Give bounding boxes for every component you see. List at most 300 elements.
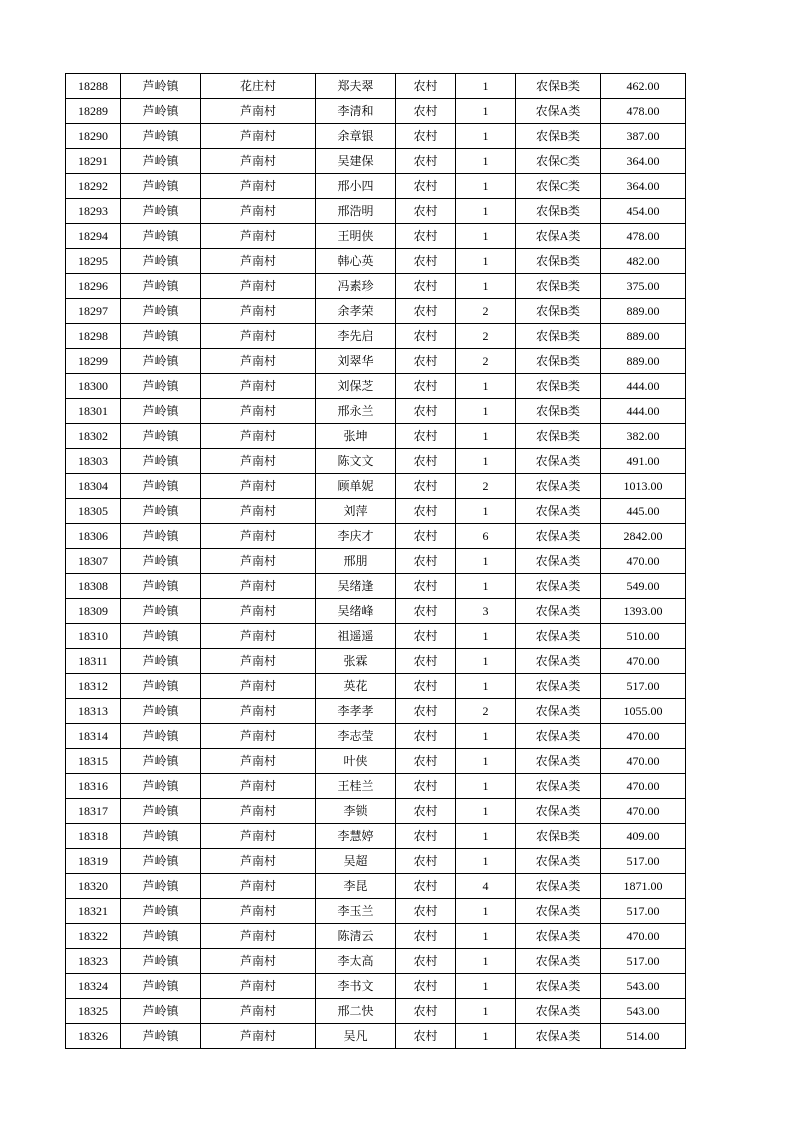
table-row <box>66 699 686 724</box>
cell-amount: 1013.00 <box>601 474 686 499</box>
cell-town: 芦岭镇 <box>121 399 201 424</box>
cell-count: 1 <box>456 849 516 874</box>
cell-village: 芦南村 <box>201 724 316 749</box>
cell-category: 农保A类 <box>516 874 601 899</box>
cell-residence: 农村 <box>396 299 456 324</box>
cell-name: 吴绪逢 <box>316 574 396 599</box>
cell-village: 芦南村 <box>201 374 316 399</box>
cell-village: 芦南村 <box>201 799 316 824</box>
cell-town: 芦岭镇 <box>121 824 201 849</box>
cell-town: 芦岭镇 <box>121 899 201 924</box>
cell-name: 李太高 <box>316 949 396 974</box>
cell-name: 邢浩明 <box>316 199 396 224</box>
cell-amount: 543.00 <box>601 974 686 999</box>
cell-town: 芦岭镇 <box>121 774 201 799</box>
cell-amount: 364.00 <box>601 149 686 174</box>
cell-id: 18307 <box>66 549 121 574</box>
cell-town: 芦岭镇 <box>121 224 201 249</box>
cell-category: 农保B类 <box>516 324 601 349</box>
cell-id: 18319 <box>66 849 121 874</box>
cell-name: 李志莹 <box>316 724 396 749</box>
cell-id: 18309 <box>66 599 121 624</box>
cell-count: 2 <box>456 699 516 724</box>
table-row <box>66 449 686 474</box>
cell-name: 吴凡 <box>316 1024 396 1049</box>
cell-count: 1 <box>456 824 516 849</box>
cell-amount: 517.00 <box>601 674 686 699</box>
cell-id: 18288 <box>66 74 121 99</box>
cell-id: 18299 <box>66 349 121 374</box>
cell-village: 芦南村 <box>201 499 316 524</box>
cell-village: 芦南村 <box>201 749 316 774</box>
cell-amount: 889.00 <box>601 349 686 374</box>
cell-amount: 549.00 <box>601 574 686 599</box>
cell-count: 1 <box>456 899 516 924</box>
cell-town: 芦岭镇 <box>121 699 201 724</box>
cell-id: 18306 <box>66 524 121 549</box>
cell-name: 余孝荣 <box>316 299 396 324</box>
table-row <box>66 324 686 349</box>
cell-residence: 农村 <box>396 174 456 199</box>
cell-id: 18313 <box>66 699 121 724</box>
table-row <box>66 1024 686 1049</box>
cell-town: 芦岭镇 <box>121 549 201 574</box>
cell-name: 邢小四 <box>316 174 396 199</box>
cell-town: 芦岭镇 <box>121 449 201 474</box>
cell-town: 芦岭镇 <box>121 724 201 749</box>
cell-village: 芦南村 <box>201 199 316 224</box>
table-row <box>66 724 686 749</box>
cell-count: 1 <box>456 249 516 274</box>
cell-amount: 889.00 <box>601 324 686 349</box>
cell-category: 农保C类 <box>516 174 601 199</box>
cell-count: 3 <box>456 599 516 624</box>
cell-residence: 农村 <box>396 199 456 224</box>
cell-village: 芦南村 <box>201 574 316 599</box>
cell-count: 1 <box>456 424 516 449</box>
cell-id: 18315 <box>66 749 121 774</box>
cell-category: 农保B类 <box>516 424 601 449</box>
cell-category: 农保C类 <box>516 149 601 174</box>
cell-name: 陈清云 <box>316 924 396 949</box>
cell-town: 芦岭镇 <box>121 624 201 649</box>
cell-village: 芦南村 <box>201 324 316 349</box>
cell-name: 吴超 <box>316 849 396 874</box>
cell-amount: 2842.00 <box>601 524 686 549</box>
cell-amount: 514.00 <box>601 1024 686 1049</box>
cell-name: 吴建保 <box>316 149 396 174</box>
cell-town: 芦岭镇 <box>121 524 201 549</box>
cell-id: 18305 <box>66 499 121 524</box>
cell-amount: 1393.00 <box>601 599 686 624</box>
cell-amount: 470.00 <box>601 649 686 674</box>
cell-id: 18323 <box>66 949 121 974</box>
cell-town: 芦岭镇 <box>121 424 201 449</box>
cell-id: 18312 <box>66 674 121 699</box>
cell-category: 农保A类 <box>516 774 601 799</box>
table-row <box>66 224 686 249</box>
cell-category: 农保B类 <box>516 74 601 99</box>
cell-village: 芦南村 <box>201 999 316 1024</box>
cell-village: 花庄村 <box>201 74 316 99</box>
cell-id: 18296 <box>66 274 121 299</box>
cell-town: 芦岭镇 <box>121 749 201 774</box>
cell-name: 余章银 <box>316 124 396 149</box>
table-row <box>66 74 686 99</box>
cell-id: 18311 <box>66 649 121 674</box>
cell-count: 4 <box>456 874 516 899</box>
cell-category: 农保A类 <box>516 749 601 774</box>
table-row <box>66 899 686 924</box>
cell-category: 农保A类 <box>516 549 601 574</box>
cell-village: 芦南村 <box>201 699 316 724</box>
cell-id: 18297 <box>66 299 121 324</box>
cell-count: 2 <box>456 299 516 324</box>
table-row <box>66 774 686 799</box>
cell-name: 刘保芝 <box>316 374 396 399</box>
cell-residence: 农村 <box>396 874 456 899</box>
cell-id: 18300 <box>66 374 121 399</box>
cell-count: 2 <box>456 474 516 499</box>
cell-town: 芦岭镇 <box>121 124 201 149</box>
cell-id: 18301 <box>66 399 121 424</box>
cell-residence: 农村 <box>396 924 456 949</box>
cell-amount: 375.00 <box>601 274 686 299</box>
cell-count: 1 <box>456 124 516 149</box>
cell-name: 王桂兰 <box>316 774 396 799</box>
cell-category: 农保A类 <box>516 524 601 549</box>
table-row <box>66 149 686 174</box>
cell-id: 18310 <box>66 624 121 649</box>
cell-count: 1 <box>456 649 516 674</box>
cell-id: 18293 <box>66 199 121 224</box>
cell-category: 农保A类 <box>516 649 601 674</box>
table-row <box>66 799 686 824</box>
cell-residence: 农村 <box>396 799 456 824</box>
cell-residence: 农村 <box>396 624 456 649</box>
cell-amount: 409.00 <box>601 824 686 849</box>
cell-name: 顾单妮 <box>316 474 396 499</box>
cell-name: 李锁 <box>316 799 396 824</box>
cell-category: 农保B类 <box>516 824 601 849</box>
cell-category: 农保B类 <box>516 124 601 149</box>
cell-village: 芦南村 <box>201 974 316 999</box>
cell-id: 18308 <box>66 574 121 599</box>
cell-town: 芦岭镇 <box>121 99 201 124</box>
cell-category: 农保A类 <box>516 624 601 649</box>
cell-name: 张霖 <box>316 649 396 674</box>
cell-id: 18292 <box>66 174 121 199</box>
cell-id: 18303 <box>66 449 121 474</box>
cell-town: 芦岭镇 <box>121 949 201 974</box>
cell-name: 邢二快 <box>316 999 396 1024</box>
cell-count: 1 <box>456 149 516 174</box>
cell-count: 1 <box>456 399 516 424</box>
table-row <box>66 874 686 899</box>
cell-amount: 444.00 <box>601 399 686 424</box>
cell-name: 李庆才 <box>316 524 396 549</box>
table-row <box>66 549 686 574</box>
cell-residence: 农村 <box>396 449 456 474</box>
cell-amount: 478.00 <box>601 224 686 249</box>
cell-amount: 364.00 <box>601 174 686 199</box>
cell-town: 芦岭镇 <box>121 249 201 274</box>
table-row <box>66 599 686 624</box>
cell-name: 郑夫翠 <box>316 74 396 99</box>
cell-amount: 470.00 <box>601 924 686 949</box>
table-row <box>66 499 686 524</box>
cell-residence: 农村 <box>396 99 456 124</box>
cell-village: 芦南村 <box>201 174 316 199</box>
cell-village: 芦南村 <box>201 924 316 949</box>
cell-residence: 农村 <box>396 349 456 374</box>
cell-residence: 农村 <box>396 824 456 849</box>
cell-amount: 470.00 <box>601 549 686 574</box>
cell-residence: 农村 <box>396 224 456 249</box>
cell-amount: 482.00 <box>601 249 686 274</box>
cell-count: 1 <box>456 174 516 199</box>
cell-category: 农保A类 <box>516 674 601 699</box>
table-row <box>66 849 686 874</box>
cell-village: 芦南村 <box>201 949 316 974</box>
cell-name: 邢永兰 <box>316 399 396 424</box>
cell-town: 芦岭镇 <box>121 649 201 674</box>
cell-id: 18317 <box>66 799 121 824</box>
cell-id: 18325 <box>66 999 121 1024</box>
cell-village: 芦南村 <box>201 524 316 549</box>
table-row <box>66 99 686 124</box>
cell-town: 芦岭镇 <box>121 1024 201 1049</box>
cell-name: 陈文文 <box>316 449 396 474</box>
cell-residence: 农村 <box>396 474 456 499</box>
cell-residence: 农村 <box>396 374 456 399</box>
cell-town: 芦岭镇 <box>121 499 201 524</box>
cell-id: 18321 <box>66 899 121 924</box>
cell-town: 芦岭镇 <box>121 999 201 1024</box>
cell-village: 芦南村 <box>201 624 316 649</box>
cell-name: 刘萍 <box>316 499 396 524</box>
cell-name: 李先启 <box>316 324 396 349</box>
cell-town: 芦岭镇 <box>121 374 201 399</box>
cell-category: 农保A类 <box>516 949 601 974</box>
cell-amount: 470.00 <box>601 774 686 799</box>
cell-id: 18291 <box>66 149 121 174</box>
cell-id: 18302 <box>66 424 121 449</box>
cell-town: 芦岭镇 <box>121 974 201 999</box>
cell-count: 6 <box>456 524 516 549</box>
cell-village: 芦南村 <box>201 774 316 799</box>
cell-village: 芦南村 <box>201 674 316 699</box>
cell-amount: 491.00 <box>601 449 686 474</box>
cell-residence: 农村 <box>396 574 456 599</box>
cell-name: 李清和 <box>316 99 396 124</box>
cell-count: 1 <box>456 949 516 974</box>
table-row <box>66 424 686 449</box>
cell-category: 农保A类 <box>516 474 601 499</box>
cell-residence: 农村 <box>396 249 456 274</box>
cell-amount: 889.00 <box>601 299 686 324</box>
cell-amount: 462.00 <box>601 74 686 99</box>
cell-count: 1 <box>456 624 516 649</box>
table-row <box>66 299 686 324</box>
cell-village: 芦南村 <box>201 474 316 499</box>
cell-amount: 517.00 <box>601 949 686 974</box>
cell-id: 18289 <box>66 99 121 124</box>
cell-id: 18320 <box>66 874 121 899</box>
cell-category: 农保A类 <box>516 449 601 474</box>
cell-town: 芦岭镇 <box>121 874 201 899</box>
table-row <box>66 949 686 974</box>
cell-residence: 农村 <box>396 324 456 349</box>
cell-residence: 农村 <box>396 699 456 724</box>
cell-id: 18298 <box>66 324 121 349</box>
cell-category: 农保A类 <box>516 1024 601 1049</box>
table-row <box>66 999 686 1024</box>
cell-name: 李书文 <box>316 974 396 999</box>
cell-count: 1 <box>456 499 516 524</box>
cell-town: 芦岭镇 <box>121 274 201 299</box>
cell-category: 农保A类 <box>516 899 601 924</box>
table-row <box>66 824 686 849</box>
cell-id: 18314 <box>66 724 121 749</box>
cell-amount: 510.00 <box>601 624 686 649</box>
cell-id: 18316 <box>66 774 121 799</box>
cell-amount: 454.00 <box>601 199 686 224</box>
table-row <box>66 399 686 424</box>
benefits-table <box>65 73 686 1049</box>
cell-residence: 农村 <box>396 399 456 424</box>
cell-name: 李玉兰 <box>316 899 396 924</box>
cell-name: 李昆 <box>316 874 396 899</box>
cell-count: 1 <box>456 574 516 599</box>
cell-name: 刘翠华 <box>316 349 396 374</box>
cell-category: 农保B类 <box>516 349 601 374</box>
cell-amount: 543.00 <box>601 999 686 1024</box>
table-row <box>66 249 686 274</box>
cell-village: 芦南村 <box>201 99 316 124</box>
cell-town: 芦岭镇 <box>121 924 201 949</box>
cell-count: 1 <box>456 999 516 1024</box>
table-row <box>66 674 686 699</box>
cell-count: 2 <box>456 324 516 349</box>
cell-village: 芦南村 <box>201 399 316 424</box>
cell-town: 芦岭镇 <box>121 349 201 374</box>
cell-id: 18324 <box>66 974 121 999</box>
cell-id: 18326 <box>66 1024 121 1049</box>
cell-count: 1 <box>456 549 516 574</box>
cell-village: 芦南村 <box>201 824 316 849</box>
cell-count: 1 <box>456 74 516 99</box>
cell-village: 芦南村 <box>201 149 316 174</box>
cell-id: 18322 <box>66 924 121 949</box>
cell-category: 农保A类 <box>516 99 601 124</box>
cell-residence: 农村 <box>396 899 456 924</box>
cell-id: 18318 <box>66 824 121 849</box>
cell-count: 1 <box>456 774 516 799</box>
cell-amount: 1871.00 <box>601 874 686 899</box>
cell-category: 农保B类 <box>516 274 601 299</box>
cell-residence: 农村 <box>396 724 456 749</box>
cell-amount: 387.00 <box>601 124 686 149</box>
cell-amount: 470.00 <box>601 799 686 824</box>
cell-residence: 农村 <box>396 949 456 974</box>
cell-village: 芦南村 <box>201 849 316 874</box>
cell-residence: 农村 <box>396 499 456 524</box>
table-row <box>66 624 686 649</box>
cell-amount: 444.00 <box>601 374 686 399</box>
cell-amount: 445.00 <box>601 499 686 524</box>
cell-town: 芦岭镇 <box>121 574 201 599</box>
cell-town: 芦岭镇 <box>121 599 201 624</box>
cell-category: 农保A类 <box>516 799 601 824</box>
cell-town: 芦岭镇 <box>121 299 201 324</box>
cell-count: 1 <box>456 199 516 224</box>
cell-category: 农保A类 <box>516 224 601 249</box>
cell-village: 芦南村 <box>201 224 316 249</box>
cell-residence: 农村 <box>396 1024 456 1049</box>
cell-name: 冯素珍 <box>316 274 396 299</box>
cell-village: 芦南村 <box>201 349 316 374</box>
cell-category: 农保B类 <box>516 249 601 274</box>
cell-id: 18304 <box>66 474 121 499</box>
cell-name: 张坤 <box>316 424 396 449</box>
cell-count: 1 <box>456 274 516 299</box>
table-body <box>66 74 686 1049</box>
cell-residence: 农村 <box>396 124 456 149</box>
cell-category: 农保A类 <box>516 599 601 624</box>
cell-town: 芦岭镇 <box>121 799 201 824</box>
table-row <box>66 174 686 199</box>
table-row <box>66 374 686 399</box>
cell-category: 农保A类 <box>516 699 601 724</box>
cell-residence: 农村 <box>396 149 456 174</box>
table-row <box>66 574 686 599</box>
table-row <box>66 349 686 374</box>
cell-residence: 农村 <box>396 674 456 699</box>
cell-name: 叶侠 <box>316 749 396 774</box>
cell-id: 18295 <box>66 249 121 274</box>
cell-town: 芦岭镇 <box>121 674 201 699</box>
cell-count: 1 <box>456 224 516 249</box>
cell-residence: 农村 <box>396 649 456 674</box>
cell-count: 1 <box>456 99 516 124</box>
cell-count: 1 <box>456 1024 516 1049</box>
cell-category: 农保A类 <box>516 574 601 599</box>
cell-count: 2 <box>456 349 516 374</box>
cell-count: 1 <box>456 374 516 399</box>
cell-residence: 农村 <box>396 74 456 99</box>
table-row <box>66 524 686 549</box>
cell-count: 1 <box>456 974 516 999</box>
cell-village: 芦南村 <box>201 549 316 574</box>
cell-name: 王明侠 <box>316 224 396 249</box>
cell-village: 芦南村 <box>201 874 316 899</box>
cell-name: 李慧婷 <box>316 824 396 849</box>
cell-category: 农保B类 <box>516 374 601 399</box>
cell-town: 芦岭镇 <box>121 849 201 874</box>
table-row <box>66 274 686 299</box>
table-row <box>66 124 686 149</box>
cell-residence: 农村 <box>396 549 456 574</box>
cell-residence: 农村 <box>396 849 456 874</box>
cell-amount: 517.00 <box>601 899 686 924</box>
cell-category: 农保B类 <box>516 299 601 324</box>
cell-category: 农保A类 <box>516 849 601 874</box>
cell-id: 18294 <box>66 224 121 249</box>
cell-village: 芦南村 <box>201 649 316 674</box>
cell-category: 农保A类 <box>516 974 601 999</box>
table-row <box>66 649 686 674</box>
